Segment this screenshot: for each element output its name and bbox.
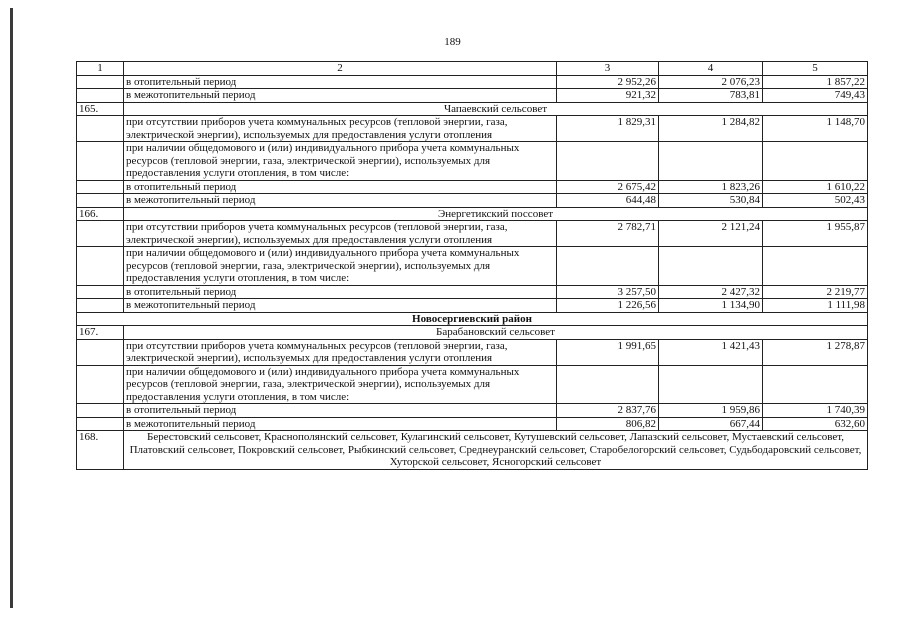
value-col-4: 2 427,32 (659, 285, 763, 299)
value-col-5: 1 111,98 (763, 299, 868, 313)
page-binding-line (10, 8, 13, 608)
table-row (77, 194, 868, 208)
section-number: 168. (77, 431, 124, 470)
section-title: Чапаевский сельсовет (124, 102, 868, 116)
value-col-4: 1 421,43 (659, 339, 763, 365)
section-title: Берестовский сельсовет, Краснополянский сельсовет, Кулагинский сельсовет, Кутушевский сельсовет, Лапазский сельсовет, Мустаевский сельсовет, Платовский сельсовет, Покровский сельсовет, Рыбкинский сельсовет, Среднеуранский сельсовет, Старобелогорский сельсовет, Судьбодаровский сельсовет, Хуторской сельсовет, Ясногорский сельсовет (124, 431, 868, 470)
table-row (77, 142, 868, 181)
row-label: в отопительный период (124, 180, 557, 194)
value-col-3: 921,32 (557, 89, 659, 103)
table-row (77, 299, 868, 313)
value-col-5: 749,43 (763, 89, 868, 103)
value-col-4: 783,81 (659, 89, 763, 103)
row-label: в межотопительный период (124, 89, 557, 103)
row-label: в отопительный период (124, 404, 557, 418)
value-col-3: 1 226,56 (557, 299, 659, 313)
row-label: в отопительный период (124, 285, 557, 299)
value-col-3: 644,48 (557, 194, 659, 208)
value-col-3: 2 782,71 (557, 221, 659, 247)
section-title: Энергетикский поссовет (124, 207, 868, 221)
section-title: Барабановский сельсовет (124, 326, 868, 340)
table-row (77, 417, 868, 431)
tariff-table (76, 61, 868, 470)
value-col-4: 530,84 (659, 194, 763, 208)
table-row (77, 365, 868, 404)
row-label: в межотопительный период (124, 299, 557, 313)
value-col-4: 667,44 (659, 417, 763, 431)
value-col-5: 1 740,39 (763, 404, 868, 418)
row-label: в межотопительный период (124, 417, 557, 431)
value-col-3: 2 952,26 (557, 75, 659, 89)
row-label: при отсутствии приборов учета коммунальных ресурсов (тепловой энергии, газа, электрической энергии), используемых для предоставления услуги отопления (124, 116, 557, 142)
table-row (77, 247, 868, 286)
value-col-3: 1 991,65 (557, 339, 659, 365)
table-row (77, 116, 868, 142)
section-row-166 (77, 207, 868, 221)
row-label: при отсутствии приборов учета коммунальных ресурсов (тепловой энергии, газа, электрической энергии), используемых для предоставления услуги отопления (124, 221, 557, 247)
district-row (77, 312, 868, 326)
value-col-4: 1 284,82 (659, 116, 763, 142)
value-col-3: 2 675,42 (557, 180, 659, 194)
header-col-5: 5 (763, 62, 868, 76)
header-col-1: 1 (77, 62, 124, 76)
value-col-5: 1 148,70 (763, 116, 868, 142)
table-row (77, 285, 868, 299)
section-number: 167. (77, 326, 124, 340)
table-row (77, 339, 868, 365)
header-col-2: 2 (124, 62, 557, 76)
value-col-4: 1 134,90 (659, 299, 763, 313)
table-row (77, 89, 868, 103)
district-title: Новосергиевский район (77, 312, 868, 326)
section-row-167 (77, 326, 868, 340)
section-row-165 (77, 102, 868, 116)
row-label: при наличии общедомового и (или) индивидуального прибора учета коммунальных ресурсов (тепловой энергии, газа, электрической энергии), используемых для предоставления услуги отопления, в том числе: (124, 247, 557, 286)
section-number: 166. (77, 207, 124, 221)
value-col-4: 1 823,26 (659, 180, 763, 194)
row-label: в отопительный период (124, 75, 557, 89)
table-row (77, 221, 868, 247)
value-col-5: 1 278,87 (763, 339, 868, 365)
row-label: при наличии общедомового и (или) индивидуального прибора учета коммунальных ресурсов (тепловой энергии, газа, электрической энергии), используемых для предоставления услуги отопления, в том числе: (124, 142, 557, 181)
value-col-3: 3 257,50 (557, 285, 659, 299)
value-col-5: 502,43 (763, 194, 868, 208)
value-col-5: 1 955,87 (763, 221, 868, 247)
row-label: при отсутствии приборов учета коммунальных ресурсов (тепловой энергии, газа, электрической энергии), используемых для предоставления услуги отопления (124, 339, 557, 365)
row-label: при наличии общедомового и (или) индивидуального прибора учета коммунальных ресурсов (тепловой энергии, газа, электрической энергии), используемых для предоставления услуги отопления, в том числе: (124, 365, 557, 404)
value-col-5: 2 219,77 (763, 285, 868, 299)
table-row (77, 75, 868, 89)
page-number: 189 (444, 36, 461, 48)
table-row (77, 180, 868, 194)
section-row-168 (77, 431, 868, 470)
value-col-3: 806,82 (557, 417, 659, 431)
section-number: 165. (77, 102, 124, 116)
value-col-4: 1 959,86 (659, 404, 763, 418)
table-header-row (77, 62, 868, 76)
value-col-4: 2 121,24 (659, 221, 763, 247)
header-col-4: 4 (659, 62, 763, 76)
row-label: в межотопительный период (124, 194, 557, 208)
value-col-3: 2 837,76 (557, 404, 659, 418)
header-col-3: 3 (557, 62, 659, 76)
value-col-5: 1 857,22 (763, 75, 868, 89)
value-col-5: 1 610,22 (763, 180, 868, 194)
table-row (77, 404, 868, 418)
value-col-5: 632,60 (763, 417, 868, 431)
value-col-3: 1 829,31 (557, 116, 659, 142)
value-col-4: 2 076,23 (659, 75, 763, 89)
